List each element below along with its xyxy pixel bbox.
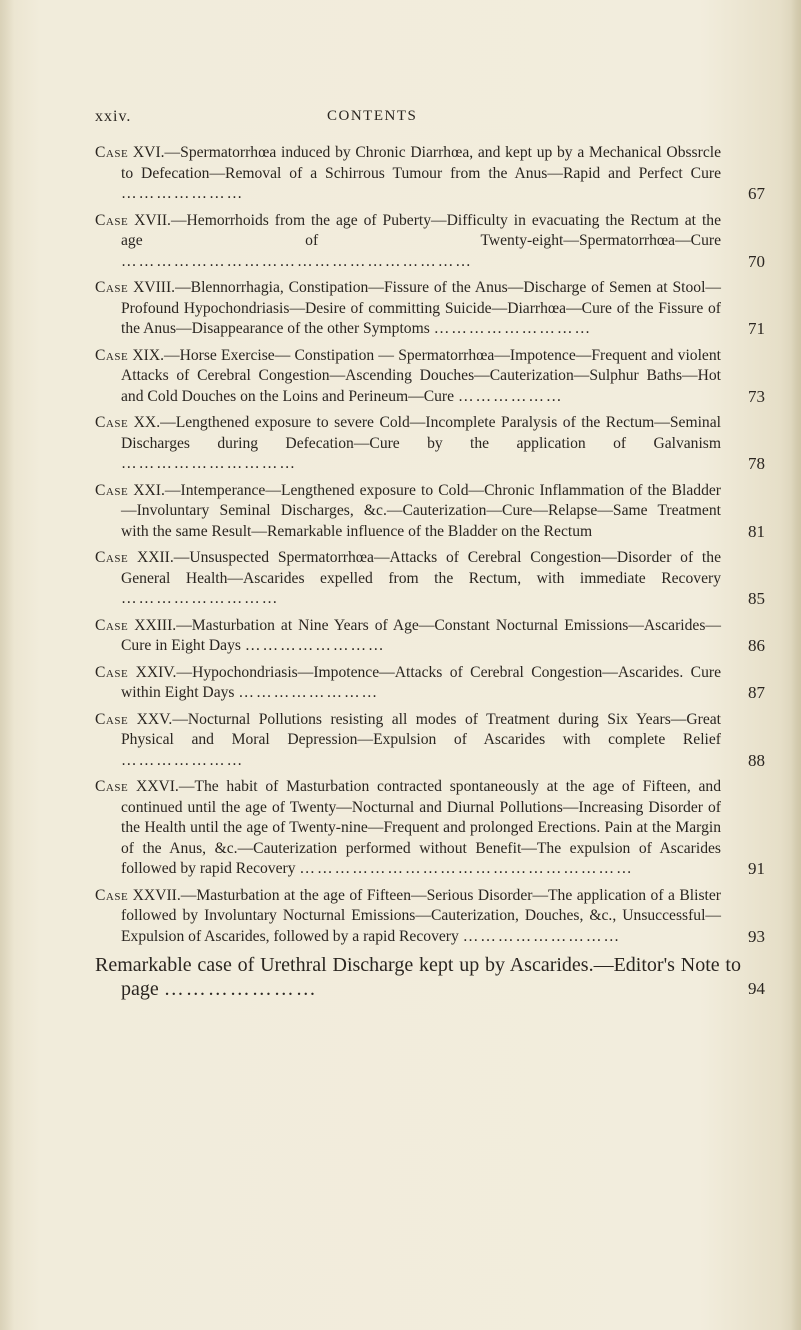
editor-note-description: Remarkable case of Urethral Discharge kept up by Ascarides.—Editor's Note to page	[95, 954, 741, 1000]
case-description: —Masturbation at the age of Fifteen—Serious Disorder—The application of a Blister followed by Involuntary Nocturnal Emissions—Cauterization, Douches, &c., Unsuccessful—Expulsion of Ascarides, followed by a rapid Recovery	[121, 886, 721, 945]
page-reference: 70	[748, 251, 765, 271]
dot-leader: ……………………………………………………	[121, 252, 473, 270]
page-reference: 93	[748, 926, 765, 946]
page-gutter-shadow	[0, 0, 14, 1330]
page-title: CONTENTS	[327, 108, 418, 124]
contents-entry	[95, 710, 765, 772]
contents-entry	[95, 886, 765, 948]
contents-entry	[95, 481, 765, 543]
dot-leader: …………………	[121, 185, 245, 202]
case-description: —Lengthened exposure to severe Cold—Incomplete Paralysis of the Rectum—Seminal Discharges during Defecation—Cure by the application of Galvanism	[121, 414, 721, 452]
case-label: Case	[95, 279, 129, 296]
case-description: —Unsuspected Spermatorrhœa—Attacks of Cerebral Congestion—Disorder of the General Health—Ascarides expelled from the Rectum, with immediate Recovery	[121, 549, 721, 587]
case-description: —Masturbation at Nine Years of Age—Constant Nocturnal Emissions—Ascarides—Cure in Eight Days	[121, 616, 721, 654]
contents-entry	[95, 278, 765, 340]
contents-entry	[95, 663, 765, 704]
case-number: XXII.	[136, 549, 174, 566]
case-number: XIX.	[132, 346, 165, 364]
dot-leader: …………………………	[121, 455, 297, 472]
case-number: XXIV.	[135, 663, 177, 681]
contents-entry	[95, 143, 765, 205]
case-number: XXVII.	[132, 886, 181, 904]
page-number: xxiv.	[95, 108, 132, 125]
page-reference: 78	[748, 454, 765, 473]
case-number: XXV.	[136, 710, 173, 728]
case-label: Case	[95, 549, 129, 566]
case-number: XX.	[133, 414, 161, 431]
case-description: —Blennorrhagia, Constipation—Fissure of the Anus—Discharge of Semen at Stool—Profound Hypochondriasis—Desire of committing Suicide—Diarrhœa—Cure of the Fissure of the Anus—Disappearance of the other Symptoms	[121, 279, 721, 337]
dot-leader: ………………………	[121, 590, 280, 607]
case-label: Case	[95, 886, 129, 904]
dot-leader: …………………	[121, 751, 245, 769]
running-header	[95, 108, 735, 130]
contents-entry	[95, 211, 765, 273]
case-description: —The habit of Masturbation contracted spontaneously at the age of Fifteen, and continued until the age of Twenty—Nocturnal and Diurnal Pollutions—Increasing Disorder of the Health until the age of Twenty-nine—Frequent and prolonged Erections. Pain at the Margin of the Anus, &c.—Cauterization performed without Benefit—The expulsion of Ascarides followed by rapid Recovery	[121, 778, 721, 877]
case-number: XXI.	[133, 481, 165, 499]
contents-entry	[95, 777, 765, 880]
contents-entry	[95, 346, 765, 408]
case-label: Case	[95, 144, 129, 161]
page-reference: 73	[748, 386, 765, 406]
case-label: Case	[95, 663, 129, 681]
dot-leader: ………………………	[462, 927, 622, 945]
page-reference: 81	[748, 521, 765, 541]
case-description: —Hypochondriasis—Impotence—Attacks of Cerebral Congestion—Ascarides. Cure within Eight Days	[121, 663, 721, 701]
case-label: Case	[95, 778, 129, 795]
dot-leader: ………………………	[433, 320, 593, 337]
contents-entry	[95, 616, 765, 657]
case-number: XVI.	[132, 144, 165, 161]
page-reference: 87	[748, 683, 765, 702]
page-reference: 86	[748, 636, 765, 655]
page-reference: 71	[748, 319, 765, 338]
dot-leader: …………………………………………………	[299, 860, 634, 877]
page-reference: 88	[748, 750, 765, 770]
case-description: —Intemperance—Lengthened exposure to Cold—Chronic Inflammation of the Bladder—Involuntary Seminal Discharges, &c.—Cauterization—Cure—Relapse—Same Treatment with the same Result—Remarkable influence of the Bladder on the Rectum	[121, 481, 721, 540]
case-label: Case	[95, 710, 129, 728]
contents-list	[95, 143, 765, 1007]
page-reference: 91	[748, 859, 765, 878]
case-description: —Hemorrhoids from the age of Puberty—Difficulty in evacuating the Rectum at the age of Twenty-eight—Spermatorrhœa—Cure	[121, 211, 722, 249]
case-number: XXVI.	[135, 778, 179, 795]
case-label: Case	[95, 616, 129, 634]
page-reference: 85	[748, 589, 765, 608]
dot-leader: ……………………	[238, 684, 380, 701]
case-number: XVIII.	[133, 279, 176, 296]
dot-leader: ………………	[457, 387, 564, 405]
contents-entry-editor-note	[95, 953, 765, 1001]
case-number: XXIII.	[134, 616, 177, 634]
case-description: —Horse Exercise— Constipation — Spermatorrhœa—Impotence—Frequent and violent Attacks of Cerebral Congestion—Ascending Douches—Cauterization—Sulphur Baths—Hot and Cold Douches on the Loins and Perineum—Cure	[121, 346, 721, 405]
case-label: Case	[95, 211, 129, 229]
case-number: XVII.	[134, 211, 171, 229]
case-label: Case	[95, 346, 129, 364]
case-description: —Spermatorrhœa induced by Chronic Diarrhœa, and kept up by a Mechanical Obssrcle to Defecation—Removal of a Schirrous Tumour from the Anus—Rapid and Perfect Cure	[121, 144, 721, 182]
page-reference: 94	[748, 979, 765, 998]
page-reference: 67	[748, 184, 765, 203]
dot-leader: ……………………	[244, 637, 386, 654]
case-label: Case	[95, 481, 129, 499]
case-label: Case	[95, 414, 129, 431]
contents-entry	[95, 548, 765, 610]
case-description: —Nocturnal Pollutions resisting all modes of Treatment during Six Years—Great Physical and Moral Depression—Expulsion of Ascarides with complete Relief	[121, 710, 721, 748]
contents-entry	[95, 413, 765, 475]
page-edge-shadow	[791, 0, 801, 1330]
dot-leader: …………………	[163, 978, 318, 1000]
